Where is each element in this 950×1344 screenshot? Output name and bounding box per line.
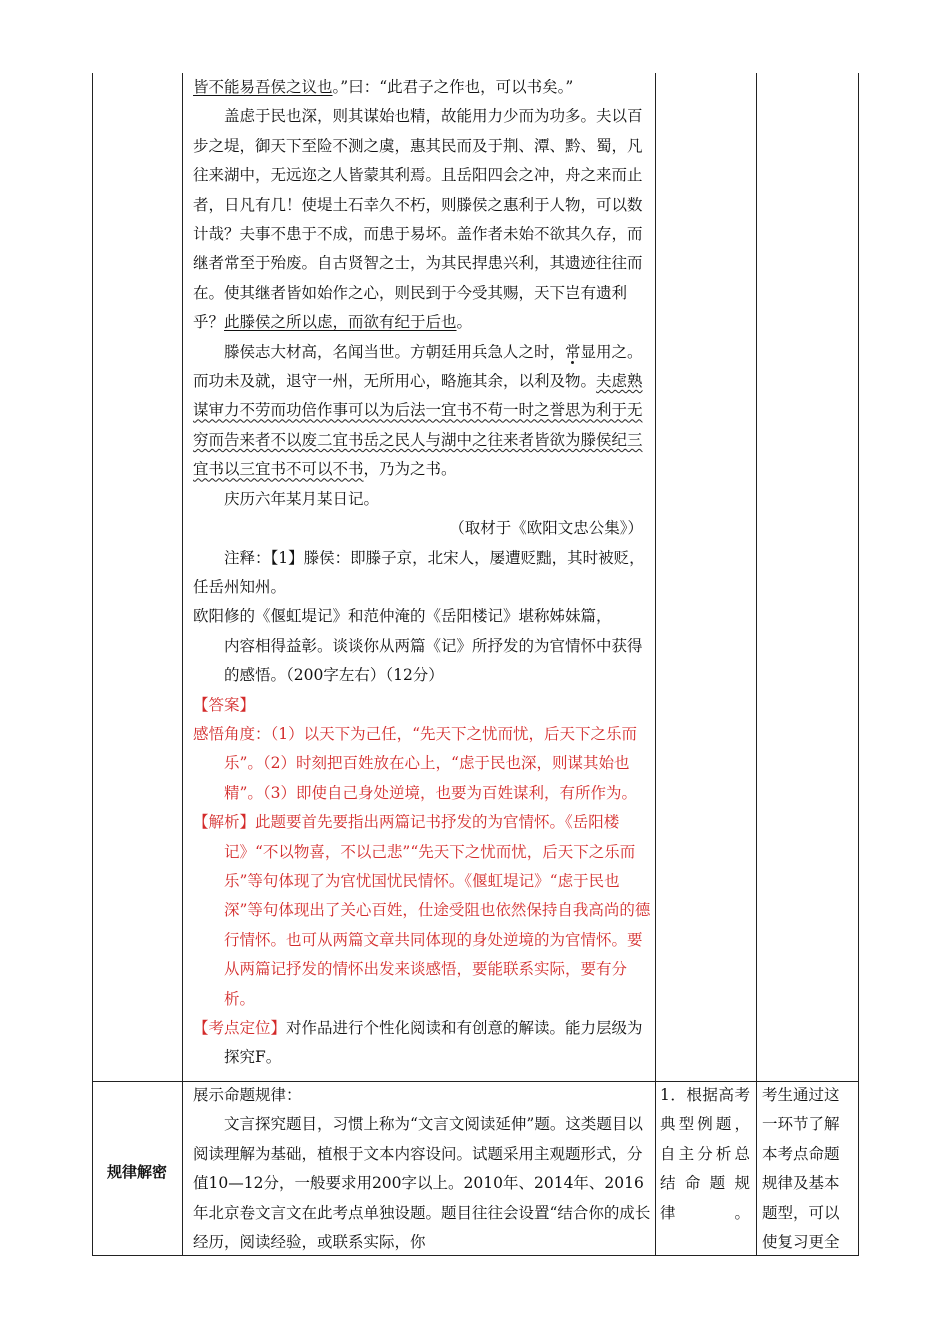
question-line1: 欧阳修的《偃虹堤记》和范仲淹的《岳阳楼记》堪称姊妹篇， <box>193 607 612 626</box>
passage-cell <box>193 73 653 1073</box>
rule-text: 文言探究题目，习惯上称为“文言文阅读延伸”题。这类题目以阅读理解为基础，植根于文本内容设问。试题采用主观题形式，分值10—12分，一般要求用200字以上。2010年、2014年、2016年北京卷文言文在此考点单独设题。题目往往会设置“结合你的成长经历，阅读经验，或联系实际，你 <box>193 1115 651 1252</box>
passage-para3-end: ，乃为之书。 <box>363 460 457 479</box>
rule-cell <box>193 1081 653 1257</box>
passage-top-rest: 。”曰：“此君子之作也，可以书矣。” <box>332 78 574 96</box>
section-label: 规律解密 <box>106 1163 167 1181</box>
passage-paragraph-3 <box>193 338 653 485</box>
date-line: 庆历六年某月某日记。 <box>224 489 380 508</box>
table-border-col3 <box>756 73 757 1256</box>
table-border-right <box>858 73 859 1256</box>
underlined-sentence: 此滕侯之所以虑，而欲有纪于后也 <box>224 313 457 332</box>
analysis-block <box>193 808 653 1014</box>
table-border-col1 <box>182 73 183 1256</box>
analysis-label: 【解析】 <box>193 813 256 832</box>
intent-cell <box>762 1081 854 1257</box>
passage-para2-text: 盖虑于民也深，则其谋始也精，故能用力少而为功多。夫以百步之堤，御天下至险不测之虞，惠其民而及于荆、潭、黔、蜀，凡往来湖中，无远迩之人皆蒙其利焉。且岳阳四会之冲，舟之来而止者，日凡有几！使堤土石幸久不朽，则滕侯之惠利于人物，可以数计哉？夫事不患于不成，而患于易坏。盖作者未始不欲其久存，而继者常至于殆废。自古贤智之士，为其民捍患兴利，其遗迹往往而在。使其继者皆如始作之心，则民到于今受其赐，天下岂有遗利乎？ <box>193 107 643 332</box>
passage-para2-end: 。 <box>456 313 473 332</box>
activity-text: 1．根据高考典型例题，自主分析总结命题规律。 <box>660 1086 750 1222</box>
activity-cell <box>660 1081 750 1228</box>
underlined-phrase: 皆不能易吾侯之议也 <box>193 78 333 96</box>
analysis-text: 此题要首先要指出两篇记书抒发的为官情怀。《岳阳楼记》“不以物喜，不以己悲”“先天下之忧而忧，后天下之乐而乐”等句体现了为官忧国忧民情怀。《偃虹堤记》“虑于民也深”等句体现出了关心百姓，仕途受阻也依然保持自我高尚的德行情怀。也可从两篇文章共同体现的身处逆境的为官情怀。要从两篇记抒发的情怀出发来谈感悟，要能联系实际，要有分析。 <box>224 813 651 1008</box>
passage-top-line <box>193 73 653 102</box>
kaodian-text: 对作品进行个性化阅读和有创意的解读。能力层级为探究F。 <box>224 1019 643 1067</box>
dotted-character: 常 <box>565 342 581 361</box>
passage-paragraph-2 <box>193 102 653 337</box>
passage-para3-a: 滕侯志大材高，名闻当世。方朝廷用兵急人之时， <box>224 342 566 361</box>
table-border-col2 <box>655 73 656 1256</box>
answer-label: 【答案】 <box>193 695 256 714</box>
intent-text: 考生通过这一环节了解本考点命题规律及基本题型，可以使复习更全 <box>762 1086 840 1252</box>
kaodian-label: 【考点定位】 <box>193 1019 287 1037</box>
source-citation: （取材于《欧阳文忠公集》） <box>449 519 643 538</box>
wavy-underlined-passage: 夫虑熟谋审力不劳而功倍作事可以为后法一宜书不苟一时之誉思为利于无穷而告来者不以废二宜书岳之民人与湖中之往来者皆欲为滕侯纪三宜书以三宜书不可以不书 <box>193 372 643 479</box>
question-line2: 内容相得益彰。谈谈你从两篇《记》所抒发的为官情怀中获得的感悟。（200字左右）（12分） <box>224 636 643 685</box>
answer-text: 感悟角度：（1）以天下为己任，“先天下之忧而忧，后天下之乐而乐”。（2）时刻把百姓放在心上，“虑于民也深，则谋其始也精”。（3）即使自己身处逆境，也要为百姓谋利，有所作为。 <box>193 724 638 802</box>
kaodian-block <box>193 1014 653 1073</box>
table-border-left <box>92 73 93 1256</box>
rule-heading: 展示命题规律： <box>193 1086 302 1104</box>
passage-para3-b: 显用之。而功未及就，退守一州，无所用心，略施其余，以利及物。 <box>193 342 643 391</box>
footnote: 注释：【1】滕侯：即滕子京，北宋人，屡遭贬黜，其时被贬，任岳州知州。 <box>193 548 645 596</box>
